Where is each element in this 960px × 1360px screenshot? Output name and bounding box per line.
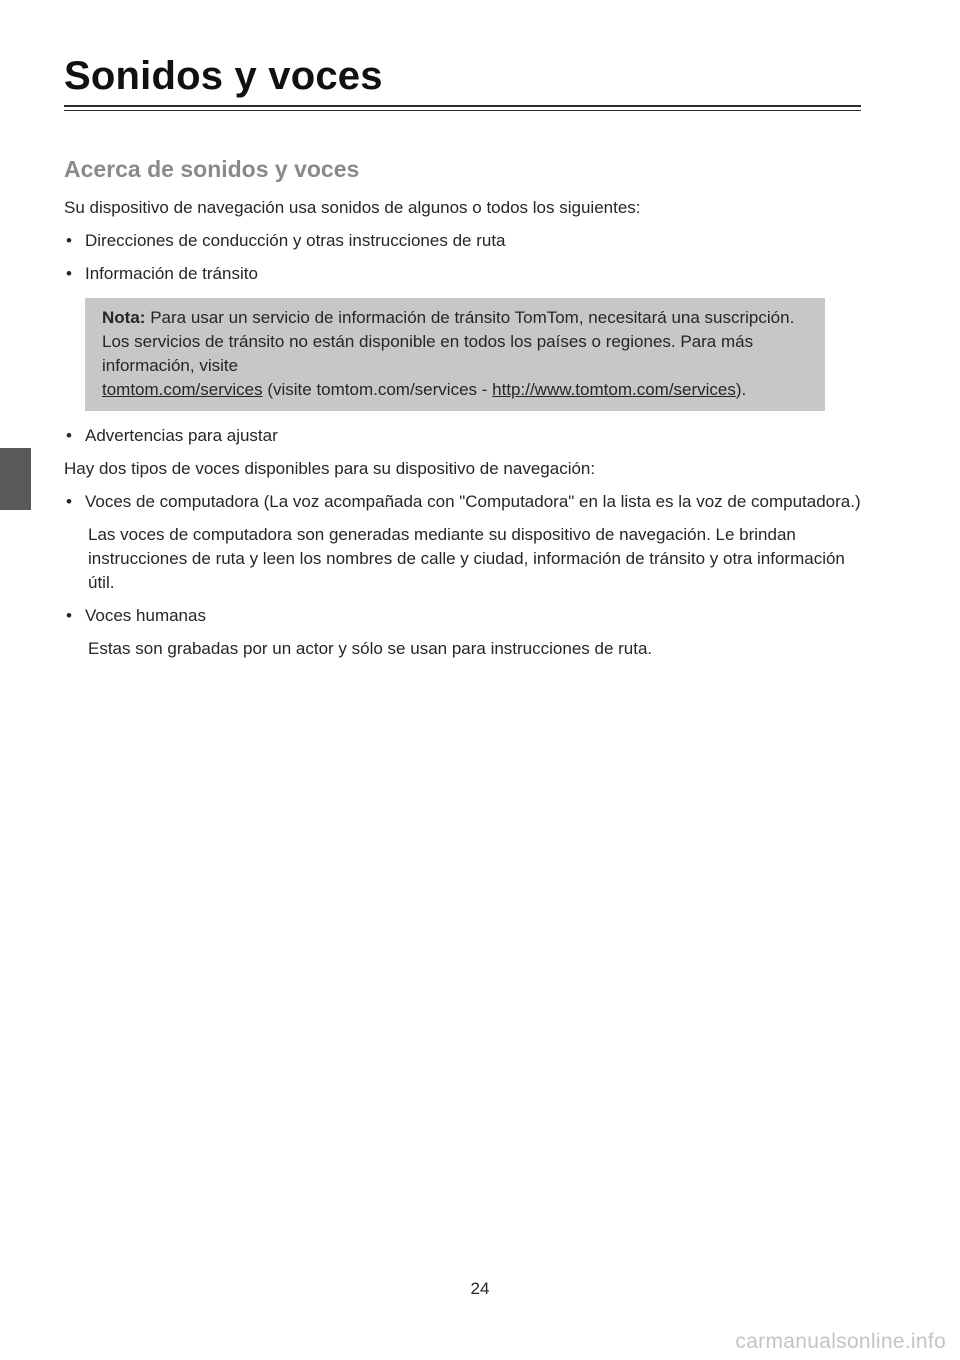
list-item-text: Voces de computadora (La voz acompañada con "Computadora" en la lista es la voz de computadora.) (85, 492, 861, 511)
bullet-icon: • (66, 231, 72, 250)
note-middle: (visite tomtom.com/services - (267, 380, 488, 399)
computer-voices-description: Las voces de computadora son generadas mediante su dispositivo de navegación. Le brindan instrucciones de ruta y leen los nombres de calle y ciudad, información de tránsito y otra información útil. (88, 525, 845, 592)
watermark: carmanualsonline.info (735, 1330, 946, 1353)
list-item (64, 490, 864, 514)
list-item-text: Voces humanas (85, 606, 206, 625)
list-item-text: Información de tránsito (85, 264, 258, 283)
note-box (85, 298, 825, 411)
list-item (64, 604, 864, 628)
tomtom-services-url-link[interactable]: http://www.tomtom.com/services (492, 380, 736, 399)
title-rule-thick (64, 105, 861, 107)
page-number: 24 (470, 1279, 490, 1298)
note-text (102, 306, 807, 402)
list-item-text: Direcciones de conducción y otras instrucciones de ruta (85, 231, 506, 250)
list-item-text: Advertencias para ajustar (85, 426, 278, 445)
body-content (64, 196, 864, 670)
human-voices-description: Estas son grabadas por un actor y sólo se usan para instrucciones de ruta. (88, 639, 653, 658)
page-title: Sonidos y voces (64, 54, 383, 98)
list-item (64, 262, 864, 286)
bullet-icon: • (66, 264, 72, 283)
section-heading: Acerca de sonidos y voces (64, 156, 360, 182)
warnings-list (64, 424, 864, 448)
bullet-icon: • (66, 492, 72, 511)
tomtom-services-link[interactable]: tomtom.com/services (102, 380, 263, 399)
intro-paragraph: Su dispositivo de navegación usa sonidos de algunos o todos los siguientes: (64, 198, 641, 217)
voice-types-list (64, 490, 864, 514)
title-rule-thin (64, 110, 861, 111)
list-item (64, 424, 864, 448)
bullet-icon: • (66, 426, 72, 445)
sound-sources-list (64, 229, 864, 286)
voices-intro-paragraph: Hay dos tipos de voces disponibles para su dispositivo de navegación: (64, 459, 596, 478)
list-item (64, 229, 864, 253)
note-end: ). (735, 380, 747, 399)
note-body: Para usar un servicio de información de tránsito TomTom, necesitará una suscripción. Los servicios de tránsito no están disponible en todos los países o regiones. Para más información, visite (102, 308, 795, 375)
bullet-icon: • (66, 606, 72, 625)
note-label: Nota: (102, 308, 146, 327)
voice-types-list-2 (64, 604, 864, 628)
chapter-side-tab (0, 448, 31, 510)
